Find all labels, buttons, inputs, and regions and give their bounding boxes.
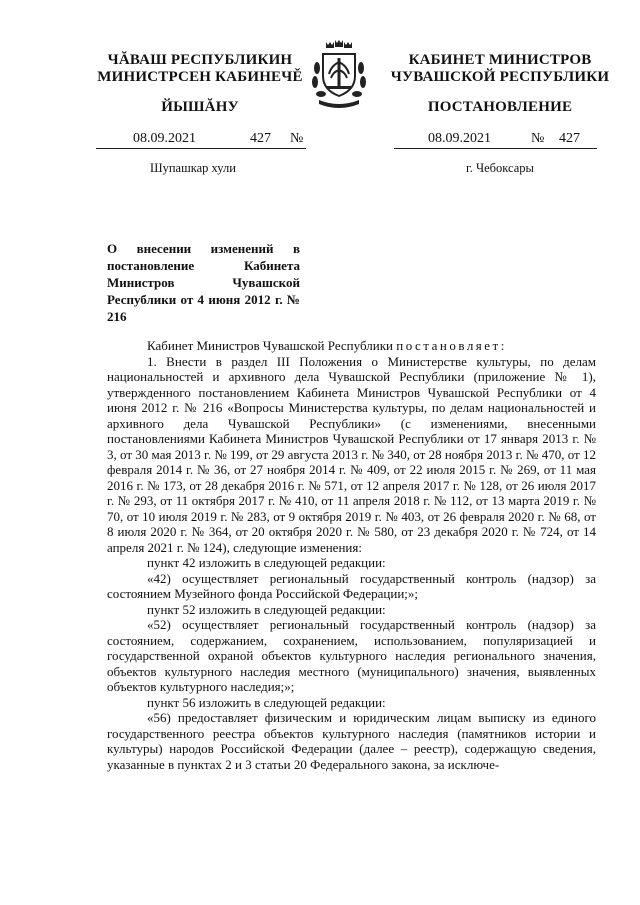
left-doc-title: ЙЫШĂНУ — [161, 99, 239, 115]
right-doc-title: ПОСТАНОВЛЕНИЕ — [427, 99, 573, 115]
paragraph-6: пункт 56 изложить в следующей редакции: — [147, 694, 386, 710]
left-date: 08.09.2021 — [133, 131, 196, 146]
left-number: 427 — [250, 131, 271, 146]
coat-of-arms-emblem — [309, 38, 369, 110]
paragraph-2: пункт 42 изложить в следующей редакции: — [147, 555, 386, 570]
left-number-sign: № — [290, 131, 304, 146]
right-header-line1: КАБИНЕТ МИНИСТРОВ — [408, 52, 592, 68]
left-place: Шупашкар хули — [150, 161, 236, 175]
intro-paragraph — [107, 338, 596, 354]
left-header-line1: ЧĂВАШ РЕСПУБЛИКИН — [107, 52, 293, 68]
right-header-line2: ЧУВАШСКОЙ РЕСПУБЛИКИ — [390, 69, 610, 85]
right-meta-underline — [394, 148, 597, 149]
right-header — [380, 52, 620, 86]
right-number-sign: № — [531, 131, 545, 146]
paragraph-1: 1. Внести в раздел III Положения о Министерстве культуры, по делам национальностей и архивного дела Чувашской Республики (приложение № 1), утвержденного постановлением Кабинета Министров Чувашской Республики от 4 июня 2012 г. № 216 «Вопросы Министерства культуры, по делам национальностей и архивного дела Чувашской Республики» (с изменениями, внесенными постановлениями Кабинета Министров Чувашской Республики от 17 января 2013 г. № 3, от 30 мая 2013 г. № 199, от 29 августа 2013 г. № 340, от 28 ноября 2013 г. № 470, от 12 февраля 2014 г. № 36, от 27 ноября 2014 г. № 409, от 22 июля 2015 г. № 269, от 11 мая 2016 г. № 173, от 28 декабря 2016 г. № 571, от 12 апреля 2017 г. № 128, от 26 июля 2017 г. № 293, от 11 октября 2017 г. № 410, от 11 апреля 2018 г. № 112, от 13 марта 2019 г. № 70, от 10 июля 2019 г. № 283, от 9 октября 2019 г. № 403, от 26 февраля 2020 г. № 68, от 8 июля 2020 г. № 364, от 20 октября 2020 г. № 580, от 23 декабря 2020 г. № 724, от 14 апреля 2021 г. № 124), следующие изменения: — [107, 353, 596, 555]
right-number: 427 — [559, 131, 580, 146]
left-meta-underline — [96, 148, 306, 149]
right-place: г. Чебоксары — [466, 161, 534, 175]
paragraph-5: «52) осуществляет региональный государственный контроль (надзор) за состоянием, содержанием, сохранением, использованием, популяризацией и государственной охраной объектов культурного наследия регионального значения, объектов культурного наследия местного (муниципального) значения, выявленных объектов культурного наследия;»; — [107, 617, 596, 694]
intro-verb: постановляет: — [396, 338, 507, 353]
document-body — [107, 338, 596, 772]
document-subject: О внесении изменений в постановление Кабинета Министров Чувашской Республики от 4 июня 2012 г. № 216 — [107, 241, 300, 324]
right-date: 08.09.2021 — [428, 131, 491, 146]
paragraph-7: «56) предоставляет физическим и юридическим лицам выписку из единого государственного реестра объектов культурного наследия (памятников истории и культуры) народов Российской Федерации (далее – реестр), содержащую сведения, указанные в пунктах 2 и 3 статьи 20 Федерального закона, за исключе- — [107, 710, 596, 772]
paragraph-4: пункт 52 изложить в следующей редакции: — [147, 601, 386, 617]
left-header — [95, 52, 305, 86]
intro-text: Кабинет Министров Чувашской Республики — [147, 338, 393, 353]
left-header-line2: МИНИСТРСЕН КАБИНЕЧĔ — [97, 69, 303, 85]
paragraph-3: «42) осуществляет региональный государственный контроль (надзор) за состоянием Музейного фонда Российской Федерации;»; — [107, 570, 596, 601]
